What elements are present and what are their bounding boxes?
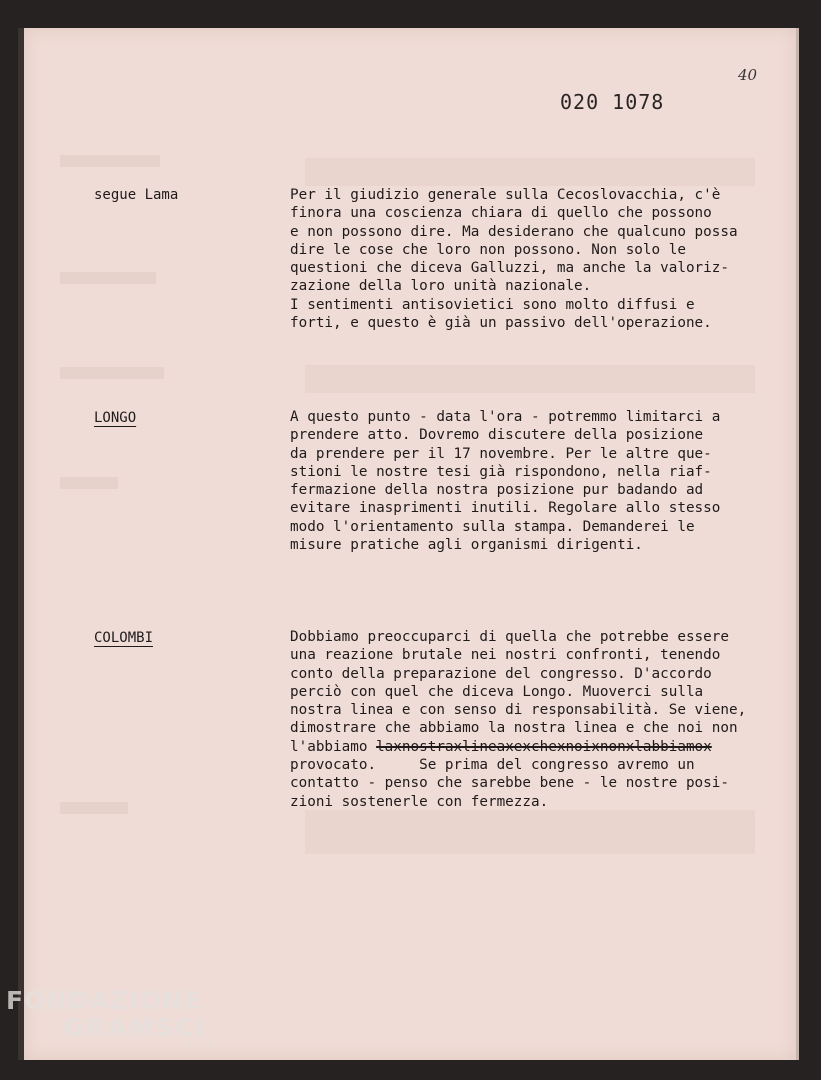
text-line: forti, e questo è già un passivo dell'operazione.: [290, 315, 712, 332]
text-line: Per il giudizio generale sulla Cecoslovacchia, c'è: [290, 187, 721, 203]
show-through-block: [305, 810, 755, 854]
text-line: finora una coscienza chiara di quello che possono: [290, 205, 712, 222]
watermark-line: FONDAZIONE: [6, 986, 203, 1015]
show-through-block: [60, 272, 156, 284]
handwritten-page-number: 40: [738, 66, 758, 84]
text-line: I sentimenti antisovietici sono molto diffusi e: [290, 296, 695, 313]
watermark-line: GRAMSCI: [64, 1013, 208, 1042]
page-edge: [796, 28, 799, 1060]
archive-code: 020 1078: [560, 90, 665, 114]
text-line: contatto - penso che sarebbe bene - le nostre posi-: [290, 775, 729, 792]
speech-paragraph-longo: [290, 408, 795, 554]
text-line: provocato. Se prima del congresso avremo un: [290, 757, 695, 774]
show-through-block: [305, 158, 755, 186]
show-through-block: [60, 155, 160, 167]
text-line: da prendere per il 17 novembre. Per le altre que-: [290, 445, 712, 462]
text-fragment: l'abbiamo: [290, 738, 368, 755]
show-through-block: [60, 802, 128, 814]
text-line: una reazione brutale nei nostri confronti, tenendo: [290, 647, 721, 664]
show-through-block: [60, 367, 164, 379]
text-line: misure pratiche agli organismi dirigenti.: [290, 537, 643, 554]
speech-paragraph-lama: [290, 186, 795, 332]
text-line: dimostrare che abbiamo la nostra linea e che noi non: [290, 720, 738, 737]
speech-paragraph-colombi: [290, 628, 795, 811]
speaker-label-longo: LONGO: [94, 410, 137, 426]
text-line: e non possono dire. Ma desiderano che qualcuno possa: [290, 223, 738, 240]
text-line: perciò con quel che diceva Longo. Muoverci sulla: [290, 683, 704, 700]
fondazione-gramsci-watermark: [6, 988, 213, 1051]
watermark-line: onlus: [184, 1041, 214, 1051]
text-line: nostra linea e con senso di responsabilità. Se viene,: [290, 702, 747, 719]
text-line: zazione della loro unità nazionale.: [290, 278, 592, 295]
text-line: prendere atto. Dovremo discutere della posizione: [290, 427, 704, 444]
text-line: Dobbiamo preoccuparci di quella che potrebbe essere: [290, 629, 729, 645]
text-line: A questo punto - data l'ora - potremmo limitarci a: [290, 409, 721, 425]
text-line: stioni le nostre tesi già rispondono, nella riaf-: [290, 463, 712, 480]
struck-through-text: laxnostraxlineaxexchexnoixnonxlabbiamox: [376, 738, 712, 755]
text-line: fermazione della nostra posizione pur badando ad: [290, 482, 704, 499]
text-line-with-strikeout: [290, 738, 795, 756]
text-line: conto della preparazione del congresso. D'accordo: [290, 665, 712, 682]
speaker-label-lama: segue Lama: [94, 187, 179, 203]
text-line: dire le cose che loro non possono. Non solo le: [290, 241, 686, 258]
speaker-label-colombi: COLOMBI: [94, 630, 154, 646]
text-line: evitare inasprimenti inutili. Regolare allo stesso: [290, 500, 721, 517]
text-line: questioni che diceva Galluzzi, ma anche la valoriz-: [290, 260, 729, 277]
text-line: modo l'orientamento sulla stampa. Demanderei le: [290, 518, 695, 535]
show-through-block: [60, 477, 118, 489]
show-through-block: [305, 365, 755, 393]
text-line: zioni sostenerle con fermezza.: [290, 793, 549, 810]
